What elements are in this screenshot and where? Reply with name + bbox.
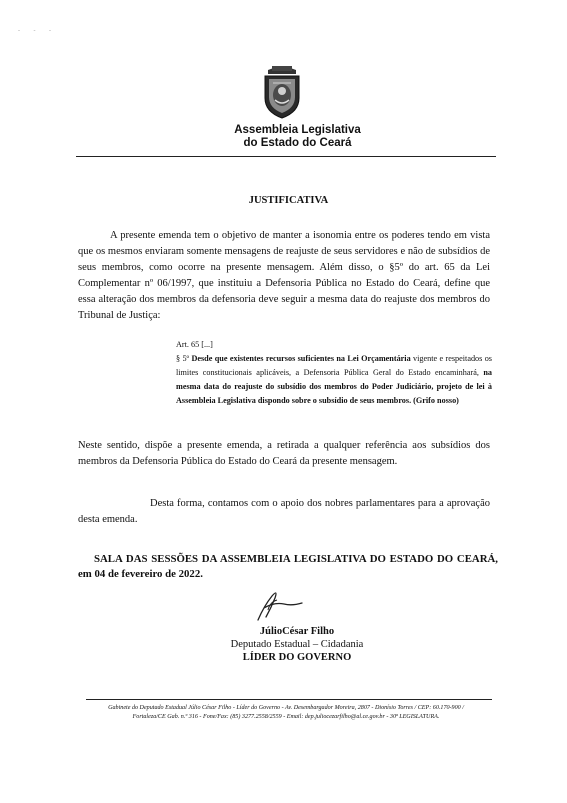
signer-position: LÍDER DO GOVERNO [242, 652, 352, 663]
paragraph-intro: A presente emenda tem o objetivo de manter a isonomia entre os poderes tendo em vista que os mesmos enviaram somente mensagens de reajuste de seus servidores e não de subsídios de seus membros, como ocorre na presente mensagem. Além disso, o §5º do art. 65 da Lei Complementar nº 06/1997, que instituiu a Defensoria Pública no Estado do Ceará, define que essa alteração dos membros da defensoria deve seguir a mesma data do reajuste dos membros do Tribunal de Justiça: [78, 230, 490, 321]
paragraph-support: Desta forma, contamos com o apoio dos nobres parlamentares para a aprovação desta emenda. [78, 498, 490, 525]
quote-paragraph-symbol: § 5º [176, 354, 192, 363]
ceara-coat-of-arms-icon [260, 64, 304, 120]
signer-name: JúlioCésar Filho [259, 626, 335, 637]
footer-address [66, 704, 506, 722]
signer-role: Deputado Estadual – Cidadania [230, 639, 364, 650]
document-title: JUSTIFICATIVA [248, 195, 329, 206]
quote-article-ref: Art. 65 [...] [176, 340, 213, 349]
quote-emphasis-2: na mesma data do reajuste do subsídio dos membros do Poder Judiciário, projeto de lei à Assembleia Legislativa dispondo sobre o subsídio de seus membros. (Grifo nosso) [176, 368, 492, 405]
scan-mark: - - - [18, 28, 57, 34]
handwritten-signature-icon [244, 584, 314, 624]
quote-body [176, 352, 492, 408]
footer-divider [86, 699, 492, 700]
quote-text: vigente e respeitados os limites constitucionais aplicáveis, a Defensoria Pública Geral do Estado encaminhará, [176, 354, 492, 377]
org-name-line2: do Estado do Ceará [243, 137, 352, 149]
quote-emphasis-1: Desde que existentes recursos suficientes na Lei Orçamentária [191, 354, 411, 363]
footer-line2: Fortaleza/CE Gab. n.º 316 - Fone/Fax: (85) 3277.2558/2559 - Email: dep.juliocezarfilho@al.ce.gov.br - 30ª LEGISLATURA. [132, 714, 440, 720]
paragraph-disposition: Neste sentido, dispõe a presente emenda, a retirada a qualquer referência aos subsídios dos membros da Defensoria Pública do Estado do Ceará da presente mensagem. [78, 440, 490, 467]
header-divider [76, 156, 496, 157]
closing-session-line: SALA DAS SESSÕES DA ASSEMBLEIA LEGISLATIVA DO ESTADO DO CEARÁ, em 04 de fevereiro de 2022. [78, 553, 498, 580]
footer-line1: Gabinete do Deputado Estadual Júlio César Filho - Líder do Governo - Av. Desembargador Moreira, 2807 - Dionísio Torres / CEP: 60.170-900 / [108, 705, 464, 711]
org-name-line1: Assembleia Legislativa [234, 124, 361, 136]
